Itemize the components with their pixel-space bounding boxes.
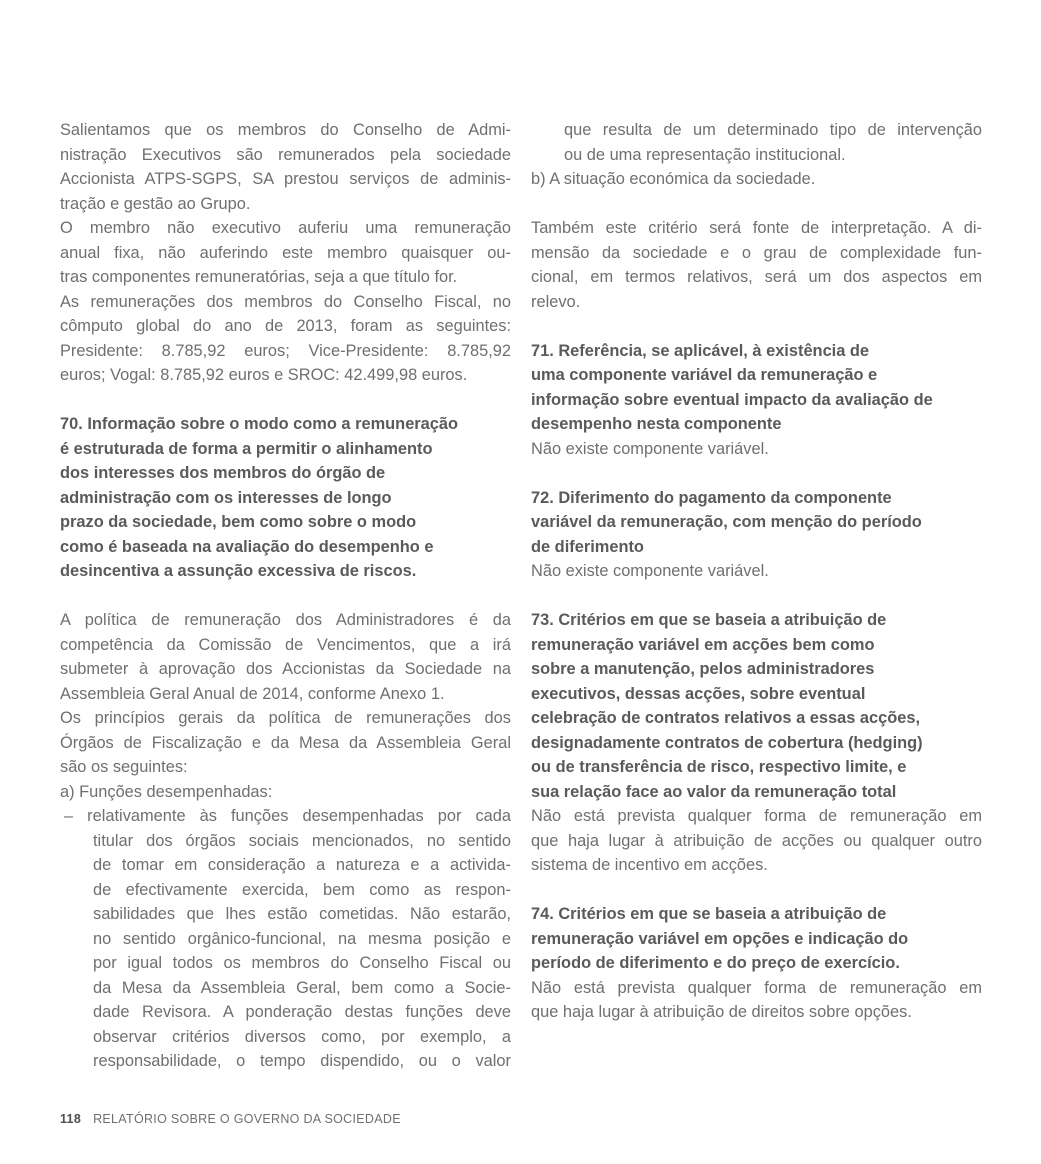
heading-line: remuneração variável em acções bem como	[531, 635, 875, 654]
text-line: Os princípios gerais da política de remunerações dos	[60, 709, 511, 727]
text-line: de tomar em consideração a natureza e a activida-	[93, 856, 511, 874]
heading-line: é estruturada de forma a permitir o alinhamento	[60, 439, 433, 458]
text-line: sabilidades que lhes estão cometidas. Não estarão,	[93, 905, 511, 923]
section-71-text: Não existe componente variável.	[531, 439, 769, 458]
text-line: competência da Comissão de Vencimentos, que a irá	[60, 635, 511, 654]
text-line: que haja lugar à atribuição de direitos sobre opções.	[531, 1003, 912, 1021]
text-line: titular dos órgãos sociais mencionados, no sentido	[93, 831, 511, 850]
text-line: As remunerações dos membros do Conselho Fiscal, no	[60, 292, 511, 311]
text-line: Também este critério será fonte de interpretação. A di-	[531, 219, 982, 237]
heading-line: administração com os interesses de longo	[60, 488, 392, 507]
text-line: cômputo global do ano de 2013, foram as seguintes:	[60, 317, 511, 335]
text-line: observar critérios diversos como, por exemplo, a	[93, 1027, 511, 1046]
text-line: submeter à aprovação dos Accionistas da Sociedade na	[60, 660, 511, 678]
text-line: Não está prevista qualquer forma de remuneração em	[531, 807, 982, 825]
text-line: por igual todos os membros do Conselho Fiscal ou	[93, 954, 511, 972]
report-title: RELATÓRIO SOBRE O GOVERNO DA SOCIEDADE	[93, 1112, 401, 1126]
text-line: mensão da sociedade e o grau de complexidade fun-	[531, 243, 982, 262]
text-line: nistração Executivos são remunerados pela sociedade	[60, 145, 511, 164]
text-line: que haja lugar à atribuição de acções ou qualquer outro	[531, 831, 982, 850]
text-line: tras componentes remuneratórias, seja a que título for.	[60, 268, 458, 286]
paragraph-general-principles	[60, 706, 511, 780]
text-line: A política de remuneração dos Administradores é da	[60, 611, 511, 629]
section-74-text	[531, 976, 982, 1025]
bullet-functions	[60, 804, 511, 1074]
heading-line: 74. Critérios em que se baseia a atribuição de	[531, 905, 887, 923]
paragraph-interpretation	[531, 216, 982, 314]
section-heading-70	[60, 412, 511, 584]
right-column	[531, 118, 982, 1025]
section-heading-74	[531, 902, 982, 976]
bullet-continuation	[531, 118, 982, 167]
heading-line: ou de transferência de risco, respectivo limite, e	[531, 758, 907, 776]
section-73-text	[531, 804, 982, 878]
text-line: Não está prevista qualquer forma de remuneração em	[531, 978, 982, 997]
heading-line: designadamente contratos de cobertura (hedging)	[531, 733, 923, 752]
heading-line: sobre a manutenção, pelos administradores	[531, 660, 875, 678]
text-line: O membro não executivo auferiu uma remuneração	[60, 219, 511, 237]
paragraph-remuneration-executives	[60, 118, 511, 216]
list-item-b: b) A situação económica da sociedade.	[531, 170, 816, 188]
heading-line: informação sobre eventual impacto da avaliação de	[531, 390, 933, 409]
heading-line: celebração de contratos relativos a essas acções,	[531, 709, 921, 727]
left-column	[60, 118, 511, 1074]
text-line: euros; Vogal: 8.785,92 euros e SROC: 42.499,98 euros.	[60, 366, 468, 384]
text-line: ou de uma representação institucional.	[564, 145, 846, 164]
heading-line: prazo da sociedade, bem como sobre o modo	[60, 513, 417, 531]
heading-line: variável da remuneração, com menção do período	[531, 513, 922, 531]
list-item-a: a) Funções desempenhadas:	[60, 782, 273, 801]
paragraph-non-executive	[60, 216, 511, 290]
heading-line: período de diferimento e do preço de exercício.	[531, 954, 900, 972]
text-line: dade Revisora. A ponderação destas funções deve	[93, 1003, 511, 1021]
section-heading-73	[531, 608, 982, 804]
text-line: relevo.	[531, 292, 581, 311]
text-line: são os seguintes:	[60, 758, 188, 776]
heading-line: desempenho nesta componente	[531, 415, 782, 433]
section-heading-72	[531, 486, 982, 560]
text-line: tração e gestão ao Grupo.	[60, 194, 251, 213]
heading-line: dos interesses dos membros do órgão de	[60, 464, 386, 482]
page-footer	[60, 1112, 401, 1126]
heading-line: remuneração variável em opções e indicação do	[531, 929, 909, 948]
text-line: sistema de incentivo em acções.	[531, 856, 768, 874]
heading-line: 70. Informação sobre o modo como a remuneração	[60, 415, 459, 433]
section-heading-71	[531, 339, 982, 437]
heading-line: 73. Critérios em que se baseia a atribuição de	[531, 611, 887, 629]
text-line: Accionista ATPS-SGPS, SA prestou serviços de adminis-	[60, 170, 511, 188]
text-line: Salientamos que os membros do Conselho de Admi-	[60, 121, 511, 139]
text-line: cional, em termos relativos, será um dos aspectos em	[531, 268, 982, 286]
text-line: de efectivamente exercida, bem como as respon-	[93, 880, 511, 899]
paragraph-fiscal-council	[60, 290, 511, 388]
heading-line: sua relação face ao valor da remuneração total	[531, 782, 897, 801]
heading-line: como é baseada na avaliação do desempenho e	[60, 537, 434, 556]
text-line: Presidente: 8.785,92 euros; Vice-Presidente: 8.785,92	[60, 341, 511, 360]
text-line: que resulta de um determinado tipo de intervenção	[564, 121, 982, 139]
bullet-line: – relativamente às funções desempenhadas por cada	[64, 807, 511, 825]
heading-line: 72. Diferimento do pagamento da componente	[531, 488, 892, 507]
page-number: 118	[60, 1112, 82, 1126]
heading-line: executivos, dessas acções, sobre eventual	[531, 684, 866, 703]
text-line: da Mesa da Assembleia Geral, bem como a Socie-	[93, 978, 511, 997]
heading-line: 71. Referência, se aplicável, à existência de	[531, 341, 870, 360]
text-line: Assembleia Geral Anual de 2014, conforme Anexo 1.	[60, 684, 445, 703]
section-72-text: Não existe componente variável.	[531, 562, 769, 580]
text-line: Órgãos de Fiscalização e da Mesa da Assembleia Geral	[60, 733, 511, 752]
heading-line: de diferimento	[531, 537, 644, 556]
text-line: responsabilidade, o tempo dispendido, ou o valor	[93, 1052, 511, 1070]
text-line: anual fixa, não auferindo este membro quaisquer ou-	[60, 243, 511, 262]
heading-line: desincentiva a assunção excessiva de riscos.	[60, 562, 417, 580]
heading-line: uma componente variável da remuneração e	[531, 366, 878, 384]
text-line: no sentido orgânico-funcional, na mesma posição e	[93, 929, 511, 948]
paragraph-remuneration-policy	[60, 608, 511, 706]
